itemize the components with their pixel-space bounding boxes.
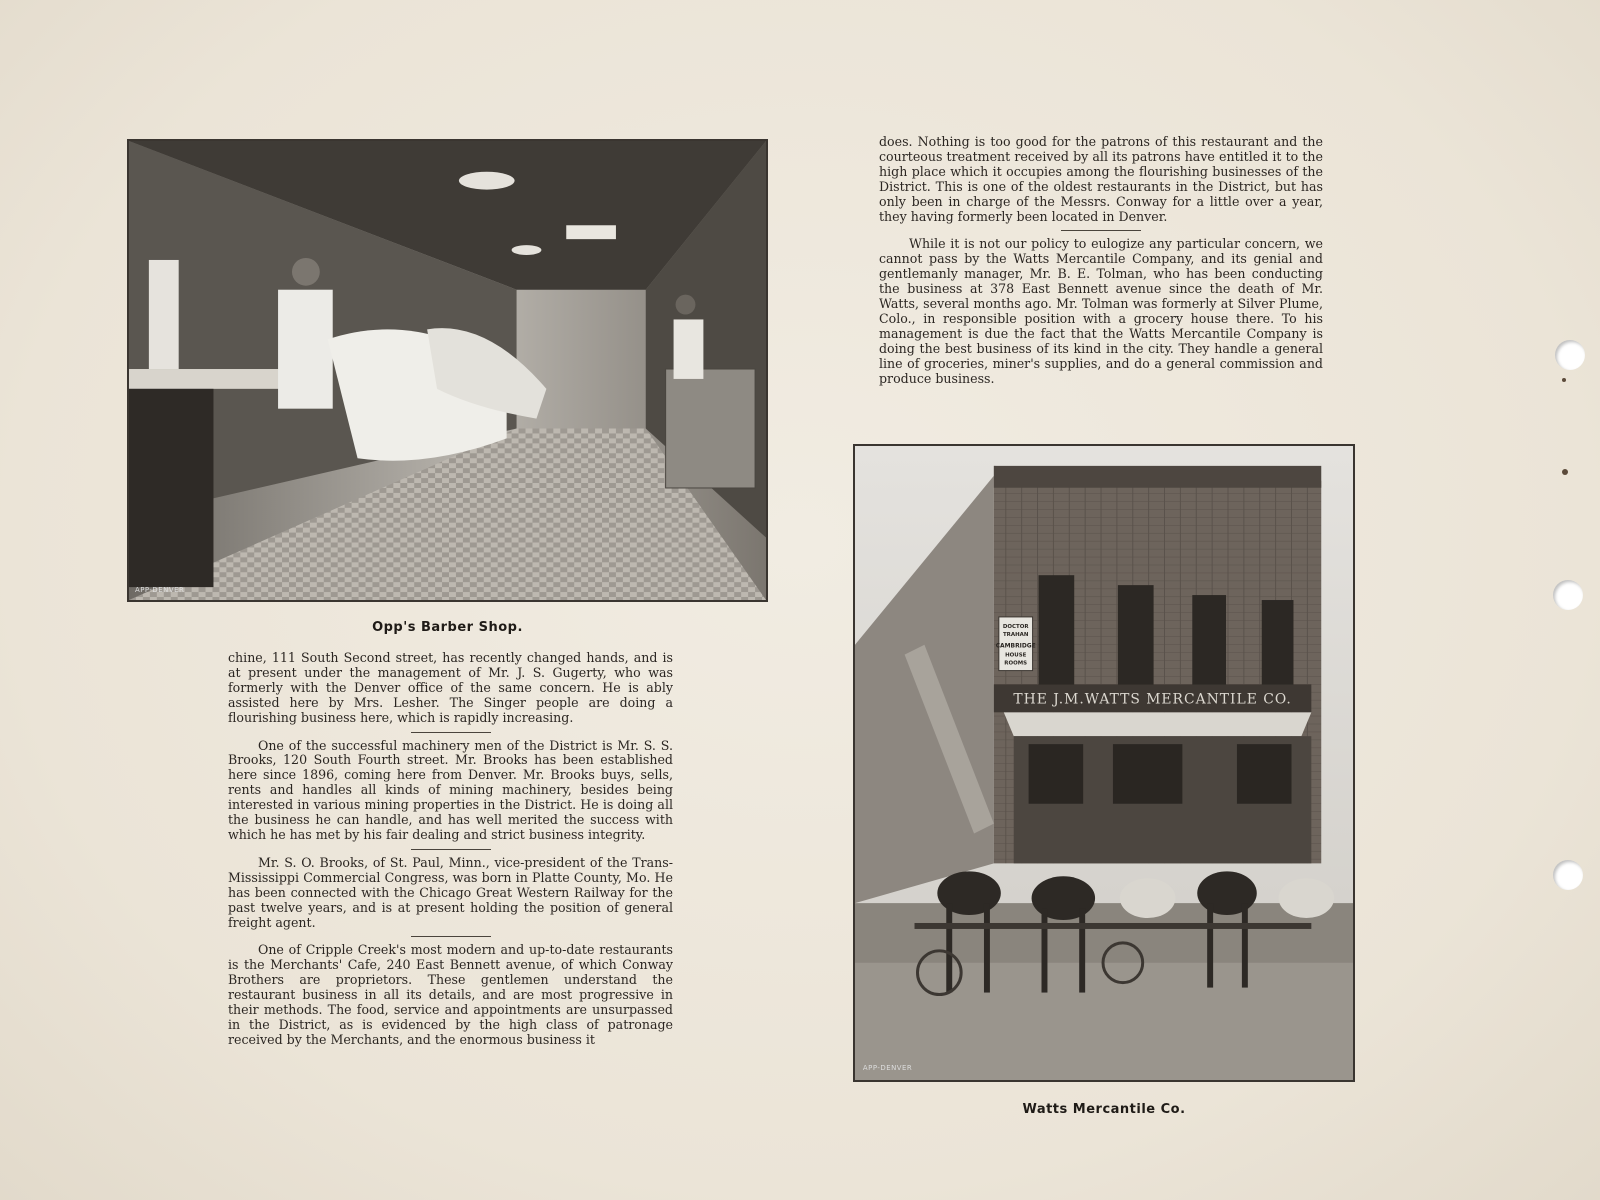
section-divider	[411, 732, 491, 733]
right-text-column	[879, 135, 1323, 387]
rooms-sign-line-4: HOUSE	[1005, 652, 1027, 659]
watts-mercantile-illustration	[855, 446, 1353, 1080]
rooms-sign-line-3: CAMBRIDGE	[995, 642, 1036, 650]
right-paragraph-1: does. Nothing is too good for the patrons of this restaurant and the courteous treatment received by all its patrons have entitled it to the high place which it occupies among the flourishing businesses of the District. This is one of the oldest restaurants in the District, but has only been in charge of the Messrs. Conway for a little over a year, they having formerly been located in Denver.	[879, 134, 1323, 224]
left-paragraph-1: chine, 111 South Second street, has recently changed hands, and is at present under the management of Mr. J. S. Gugerty, who was formerly with the Denver office of the same concern. He is ably assisted here by Mrs. Lesher. The Singer people are doing a flourishing business here, which is rapidly increasing.	[228, 650, 673, 725]
watts-mercantile-photo	[853, 444, 1355, 1082]
paper-blemish	[1562, 378, 1566, 382]
rooms-sign-line-1: DOCTOR	[1002, 623, 1029, 630]
barber-shop-caption: Opp's Barber Shop.	[372, 620, 523, 635]
barber-shop-photo-credit: APP-DENVER	[134, 586, 185, 595]
barber-shop-illustration	[129, 141, 766, 600]
watts-mercantile-caption: Watts Mercantile Co.	[1022, 1102, 1186, 1117]
watts-photo-credit: APP-DENVER	[862, 1064, 913, 1073]
rooms-sign-line-5: ROOMS	[1004, 660, 1028, 667]
rooms-sign-line-2: TRAHAN	[1002, 631, 1029, 638]
left-paragraph-4: One of Cripple Creek's most modern and up-to-date restaurants is the Merchants' Cafe, 240 East Bennett avenue, of which Conway Brothers are proprietors. These gentlemen understand the restaurant business in all its details, and are most progressive in their methods. The food, service and appointments are unsurpassed in the District, as is evidenced by the high class of patronage received by the Merchants, and the enormous business it	[228, 942, 673, 1047]
left-paragraph-3: Mr. S. O. Brooks, of St. Paul, Minn., vice-president of the Trans-Mississippi Commercial Congress, was born in Platte County, Mo. He has been connected with the Chicago Great Western Railway for the past twelve years, and is at present holding the position of general freight agent.	[228, 854, 673, 930]
section-divider	[411, 849, 491, 850]
barber-shop-photo	[127, 139, 768, 602]
left-paragraph-2: One of the successful machinery men of the District is Mr. S. S. Brooks, 120 South Fourth street. Mr. Brooks has been established here since 1896, coming here from Denver. Mr. Brooks buys, sells, rents and handles all kinds of mining machinery, besides being interested in various mining properties in the District. He is doing all the business he can handle, and has well merited the success with which he has met by his fair dealing and strict business integrity.	[228, 737, 673, 842]
section-divider	[1061, 230, 1141, 231]
store-sign: THE J.M.WATTS MERCANTILE CO.	[1013, 691, 1292, 708]
binder-hole-bottom	[1553, 860, 1583, 890]
paper-blemish	[1562, 469, 1568, 475]
binder-hole-top	[1555, 340, 1585, 370]
section-divider	[411, 936, 491, 937]
right-paragraph-2: While it is not our policy to eulogize any particular concern, we cannot pass by the Watts Mercantile Company, and its genial and gentlemanly manager, Mr. B. E. Tolman, who has been conducting the business at 378 East Bennett avenue since the death of Mr. Watts, several months ago. Mr. Tolman was formerly at Silver Plume, Colo., in responsible position with a grocery house there. To his management is due the fact that the Watts Mercantile Company is doing the best business of its kind in the city. They handle a general line of groceries, miner's supplies, and do a general commission and produce business.	[879, 236, 1323, 386]
left-text-column	[228, 651, 673, 1048]
binder-hole-middle	[1553, 580, 1583, 610]
